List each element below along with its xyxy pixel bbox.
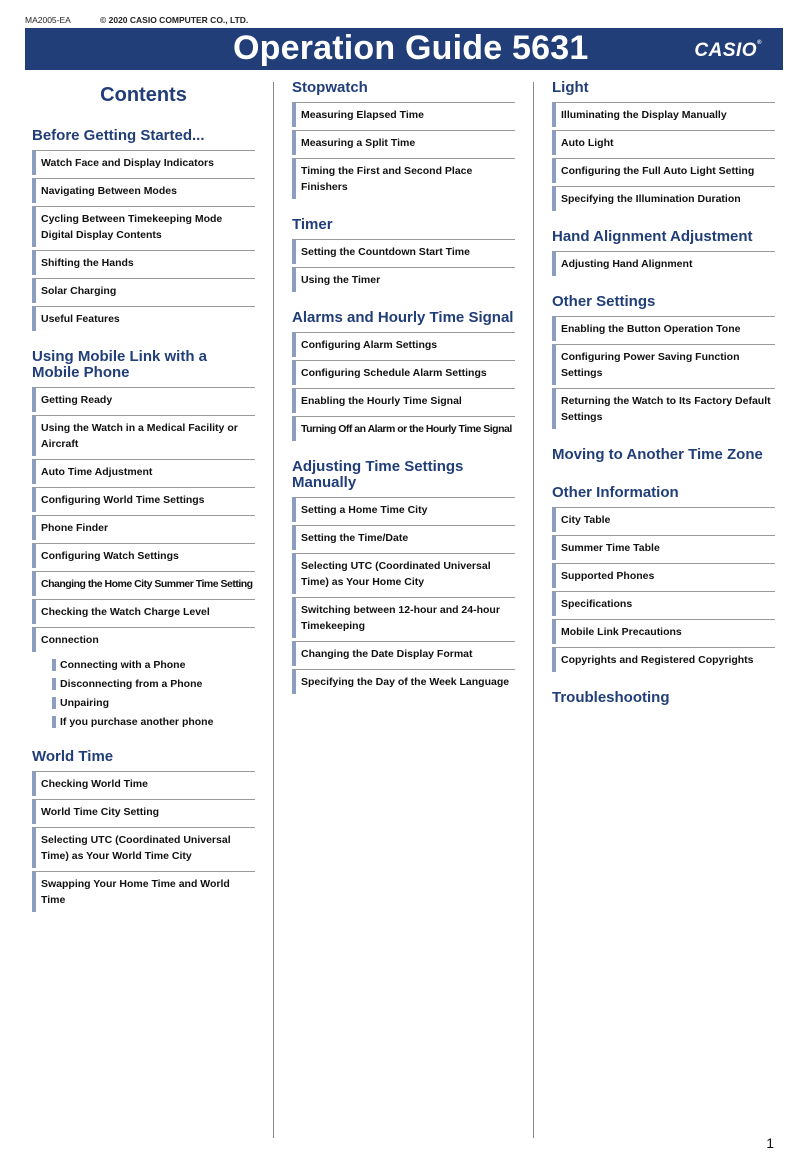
toc-item[interactable]: Copyrights and Registered Copyrights — [552, 647, 775, 672]
bullet-marker — [52, 716, 56, 728]
toc-item[interactable]: City Table — [552, 507, 775, 532]
toc-item[interactable]: Changing the Home City Summer Time Setting — [32, 571, 255, 596]
toc-item[interactable]: Specifying the Illumination Duration — [552, 186, 775, 211]
toc-item[interactable]: Configuring Power Saving Function Settings — [552, 344, 775, 385]
toc-item[interactable]: Timing the First and Second Place Finishers — [292, 158, 515, 199]
column-divider — [533, 82, 534, 1138]
toc-item[interactable]: Selecting UTC (Coordinated Universal Time) as Your Home City — [292, 553, 515, 594]
bullet-marker — [52, 659, 56, 671]
header-meta — [25, 15, 249, 25]
toc-item[interactable]: Setting the Countdown Start Time — [292, 239, 515, 264]
toc-subitem[interactable]: Disconnecting from a Phone — [32, 674, 255, 693]
toc-item[interactable]: Useful Features — [32, 306, 255, 331]
toc-item[interactable]: Checking World Time — [32, 771, 255, 796]
toc-item[interactable]: Phone Finder — [32, 515, 255, 540]
toc-item[interactable]: Using the Timer — [292, 267, 515, 292]
section-title-alarms[interactable]: Alarms and Hourly Time Signal — [292, 309, 514, 326]
toc-item[interactable]: Configuring Watch Settings — [32, 543, 255, 568]
toc-item[interactable]: World Time City Setting — [32, 799, 255, 824]
toc-item[interactable]: Measuring Elapsed Time — [292, 102, 515, 127]
section-title-before-getting-started[interactable]: Before Getting Started... — [32, 127, 205, 144]
toc-item[interactable]: Getting Ready — [32, 387, 255, 412]
section-title-mobile-link[interactable]: Using Mobile Link with a Mobile Phone — [32, 348, 208, 381]
toc-item[interactable]: Switching between 12-hour and 24-hour Timekeeping — [292, 597, 515, 638]
toc-item[interactable]: Supported Phones — [552, 563, 775, 588]
doc-code: MA2005-EA — [25, 15, 71, 25]
contents-column-1 — [32, 80, 255, 915]
contents-column-3 — [552, 80, 775, 712]
section-title-other-settings[interactable]: Other Settings — [552, 293, 656, 310]
toc-item[interactable]: Measuring a Split Time — [292, 130, 515, 155]
section-title-adjusting-time[interactable]: Adjusting Time Settings Manually — [292, 458, 464, 491]
section-title-other-information[interactable]: Other Information — [552, 484, 679, 501]
toc-item[interactable]: Returning the Watch to Its Factory Default Settings — [552, 388, 775, 429]
contents-heading: Contents — [100, 84, 187, 106]
toc-item[interactable]: Swapping Your Home Time and World Time — [32, 871, 255, 912]
toc-item[interactable]: Checking the Watch Charge Level — [32, 599, 255, 624]
toc-item[interactable]: Configuring Alarm Settings — [292, 332, 515, 357]
toc-item[interactable]: Selecting UTC (Coordinated Universal Time) as Your World Time City — [32, 827, 255, 868]
toc-item[interactable]: Turning Off an Alarm or the Hourly Time Signal — [292, 416, 515, 441]
toc-item[interactable]: Enabling the Hourly Time Signal — [292, 388, 515, 413]
section-title-timer[interactable]: Timer — [292, 216, 333, 233]
toc-item[interactable]: Using the Watch in a Medical Facility or Aircraft — [32, 415, 255, 456]
section-title-troubleshooting[interactable]: Troubleshooting — [552, 689, 670, 706]
section-title-light[interactable]: Light — [552, 79, 589, 96]
toc-item[interactable]: Setting the Time/Date — [292, 525, 515, 550]
section-title-moving-time-zone[interactable]: Moving to Another Time Zone — [552, 446, 763, 463]
section-title-hand-alignment[interactable]: Hand Alignment Adjustment — [552, 228, 753, 245]
toc-item[interactable]: Changing the Date Display Format — [292, 641, 515, 666]
toc-item[interactable]: Mobile Link Precautions — [552, 619, 775, 644]
toc-item[interactable]: Auto Light — [552, 130, 775, 155]
section-title-world-time[interactable]: World Time — [32, 748, 114, 765]
toc-item[interactable]: Solar Charging — [32, 278, 255, 303]
toc-item[interactable]: Specifications — [552, 591, 775, 616]
toc-item[interactable]: Connection — [32, 627, 255, 652]
toc-item[interactable]: Shifting the Hands — [32, 250, 255, 275]
section-title-stopwatch[interactable]: Stopwatch — [292, 79, 368, 96]
toc-item[interactable]: Summer Time Table — [552, 535, 775, 560]
toc-item[interactable]: Configuring Schedule Alarm Settings — [292, 360, 515, 385]
toc-item[interactable]: Navigating Between Modes — [32, 178, 255, 203]
contents-column-2 — [292, 80, 515, 697]
toc-item[interactable]: Adjusting Hand Alignment — [552, 251, 775, 276]
toc-item[interactable]: Configuring World Time Settings — [32, 487, 255, 512]
copyright-notice: © 2020 CASIO COMPUTER CO., LTD. — [100, 15, 249, 25]
column-divider — [273, 82, 274, 1138]
toc-item[interactable]: Watch Face and Display Indicators — [32, 150, 255, 175]
casio-logo: CASIO® — [694, 40, 762, 61]
toc-item[interactable]: Enabling the Button Operation Tone — [552, 316, 775, 341]
bullet-marker — [52, 697, 56, 709]
toc-item[interactable]: Setting a Home Time City — [292, 497, 515, 522]
bullet-marker — [52, 678, 56, 690]
toc-item[interactable]: Illuminating the Display Manually — [552, 102, 775, 127]
toc-item[interactable]: Specifying the Day of the Week Language — [292, 669, 515, 694]
page-number: 1 — [766, 1135, 774, 1151]
page-title: Operation Guide 5631 — [233, 29, 589, 67]
title-banner — [25, 28, 783, 70]
toc-subitem[interactable]: If you purchase another phone — [32, 712, 255, 731]
toc-item[interactable]: Configuring the Full Auto Light Setting — [552, 158, 775, 183]
toc-item[interactable]: Cycling Between Timekeeping Mode Digital Display Contents — [32, 206, 255, 247]
toc-item[interactable]: Auto Time Adjustment — [32, 459, 255, 484]
toc-subitem[interactable]: Connecting with a Phone — [32, 655, 255, 674]
toc-subitem[interactable]: Unpairing — [32, 693, 255, 712]
